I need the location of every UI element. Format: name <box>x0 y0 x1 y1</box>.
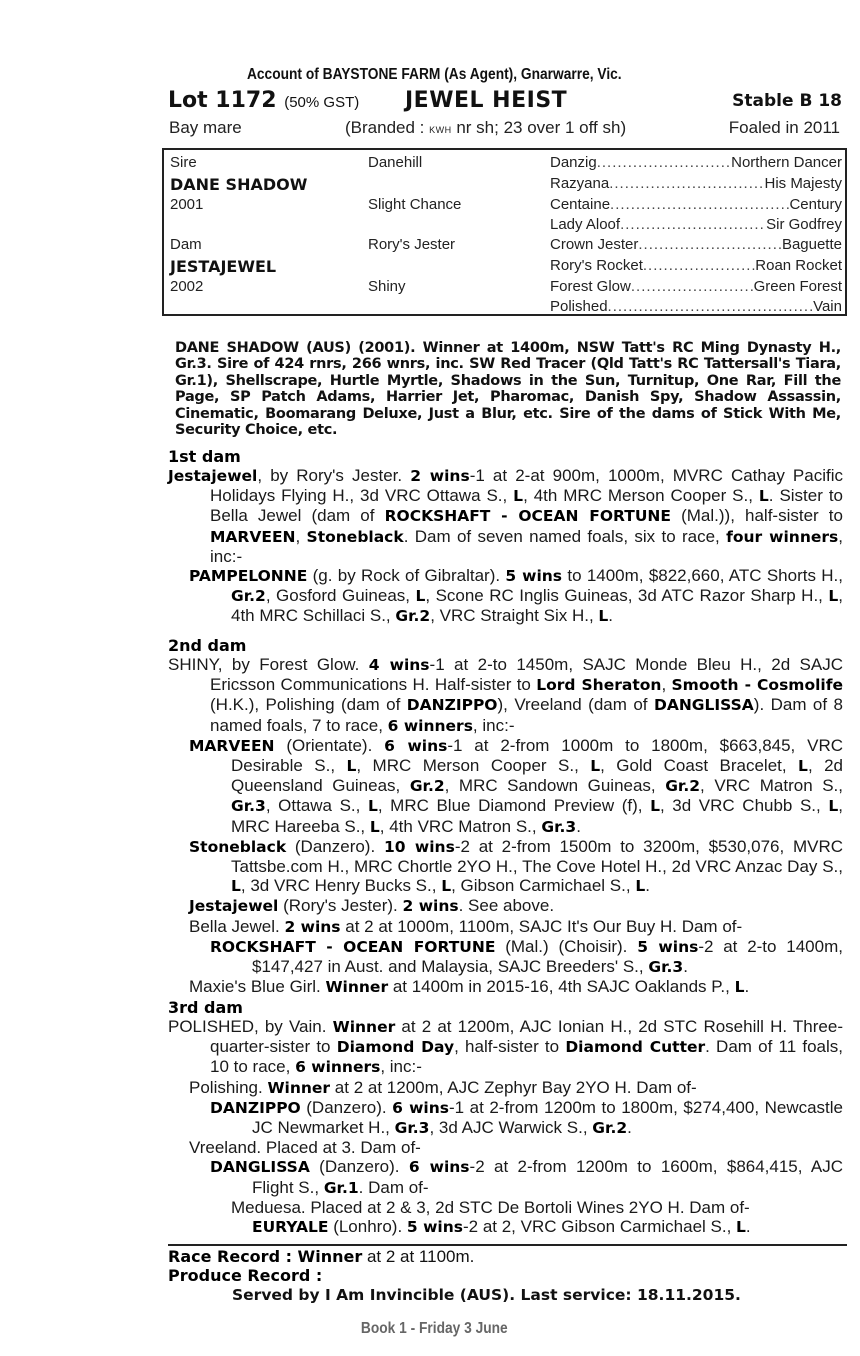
service-note: Served by I Am Invincible (AUS). Last service: 18.11.2015. <box>232 1286 741 1304</box>
divider <box>168 1244 847 1246</box>
pedigree-table <box>162 148 847 316</box>
bold-run: DANGLISSA <box>210 1158 310 1177</box>
text-run: . Dam of- <box>358 1177 429 1197</box>
bold-run: L <box>736 1218 746 1237</box>
text-run: (Danzero). <box>309 1157 409 1177</box>
text-run: Vreeland. Placed at 3. Dam of- <box>189 1138 421 1158</box>
section-heading: 2nd dam <box>168 636 247 655</box>
progeny-entry <box>168 937 843 977</box>
lot-number <box>168 88 359 113</box>
section-heading: 3rd dam <box>168 998 243 1017</box>
bold-run: DANZIPPO <box>210 1098 301 1117</box>
bold-run: Jestajewel <box>168 467 258 485</box>
bold-run: 2 wins <box>402 897 459 916</box>
bold-run: Gr.2 <box>665 777 701 796</box>
ancestor-sire: Roan Rocket <box>755 257 842 274</box>
ancestor: Polished <box>550 298 608 315</box>
bold-run: DANZIPPO <box>406 696 498 715</box>
bold-run: Gr.2 <box>395 607 431 626</box>
bold-run: Gr.3 <box>648 958 684 977</box>
race-record <box>168 1247 848 1266</box>
text-run: , VRC Straight Six H., <box>430 606 599 626</box>
gen3-row <box>550 175 842 192</box>
bold-run: ROCKSHAFT - OCEAN FORTUNE <box>384 507 671 526</box>
text-run: , Ottawa S., <box>265 796 368 816</box>
race-record-label: Race Record : Winner <box>168 1247 363 1266</box>
text-run: -1 at 2-at 900m, 1000m, MVRC Cathay Pacific Holidays Flying H., 3d VRC Ottawa S., <box>210 466 844 506</box>
dot-leader <box>610 196 789 213</box>
gst-note: (50% GST) <box>284 94 360 111</box>
dam-entry <box>168 466 843 566</box>
bold-run: L <box>415 587 426 606</box>
text-run: -1 at 2-from 1200m to 1800m, $274,400, Newcastle JC Newmarket H., <box>252 1097 843 1138</box>
third-dam-section <box>168 998 843 1237</box>
text-run: (H.K.), Polishing (dam of <box>210 695 407 715</box>
text-run: . Dam of 11 foals, 10 to race, <box>210 1037 844 1077</box>
bold-run: Jestajewel <box>189 897 279 916</box>
ancestor-sire: Baguette <box>781 236 842 253</box>
brand-suffix: nr sh; 23 over 1 off sh) <box>451 118 627 137</box>
bold-run: Gr.3 <box>231 797 266 816</box>
ancestor: Forest Glow <box>550 278 631 295</box>
text-run: . Dam of seven named foals, six to race, <box>403 526 727 546</box>
bold-run: Stoneblack <box>306 527 404 546</box>
brand-prefix: (Branded : <box>345 118 430 137</box>
bold-run: Smooth - Cosmolife <box>671 676 843 695</box>
progeny-entry <box>168 1078 843 1098</box>
dam-sire: Rory's Jester <box>368 236 456 253</box>
vendor-line: Account of BAYSTONE FARM (As Agent), Gnarwarre, Vic. <box>246 66 622 83</box>
text-run: . <box>576 816 581 836</box>
dam-dam: Shiny <box>368 278 406 295</box>
text-run: , 3d VRC Henry Bucks S., <box>240 876 442 896</box>
text-run: , Scone RC Inglis Guineas, 3d ATC Razor Sharp H., <box>425 586 829 606</box>
bold-run: PAMPELONNE <box>189 567 308 586</box>
text-run: , VRC Matron S., <box>700 776 843 796</box>
progeny-entry <box>168 1138 843 1157</box>
bold-run: MARVEEN <box>189 736 275 755</box>
text-run: Meduesa. Placed at 2 & 3, 2d STC De Bortoli Wines 2YO H. Dam of- <box>231 1197 750 1217</box>
progeny-entry <box>168 1198 843 1217</box>
text-run: -2 at 2, VRC Gibson Carmichael S., <box>462 1217 737 1237</box>
bold-run: ROCKSHAFT - OCEAN FORTUNE <box>210 937 496 956</box>
ancestor-sire: Green Forest <box>753 278 842 295</box>
records-block <box>168 1247 848 1285</box>
text-run: (Danzero). <box>300 1097 393 1117</box>
text-run: (Rory's Jester). <box>278 896 403 916</box>
text-run: . <box>683 957 688 977</box>
bold-run: 2 wins <box>284 917 341 936</box>
text-run: (Danzero). <box>286 836 384 856</box>
progeny-list <box>168 1078 843 1238</box>
bold-run: 2 wins <box>410 467 470 485</box>
bold-run: four winners <box>726 527 839 546</box>
gen3-row <box>550 154 842 171</box>
text-run: , Gold Coast Bracelet, <box>600 756 799 776</box>
bold-run: 6 wins <box>408 1158 470 1177</box>
bold-run: Gr.2 <box>409 777 445 796</box>
text-run: , 3d AJC Warwick S., <box>429 1118 593 1138</box>
progeny-entry <box>168 1098 843 1138</box>
dot-leader <box>597 154 731 171</box>
second-dam-section <box>168 636 843 997</box>
progeny-entry <box>168 566 843 627</box>
bold-run: Gr.2 <box>592 1119 628 1138</box>
ancestor-sire: Sir Godfrey <box>766 216 842 233</box>
text-run: . <box>627 1118 632 1138</box>
progeny-entry <box>168 1217 843 1237</box>
text-run: , Gibson Carmichael S., <box>451 876 636 896</box>
sire-name: DANE SHADOW <box>170 175 308 194</box>
gen3-row <box>550 257 842 274</box>
text-run: , MRC Sandown Guineas, <box>444 776 666 796</box>
ancestor: Lady Aloof <box>550 216 621 233</box>
stable-location: Stable B 18 <box>732 91 842 111</box>
bold-run: Gr.3 <box>541 817 577 836</box>
bold-run: Winner <box>325 978 389 997</box>
bold-run: Lord Sheraton <box>536 676 662 695</box>
bold-run: Winner <box>267 1078 331 1097</box>
ancestor-sire: Century <box>789 196 842 213</box>
ancestor-sire: Vain <box>813 298 842 315</box>
bold-run: EURYALE <box>252 1218 329 1237</box>
gen3-row <box>550 298 842 315</box>
ancestor: Centaine <box>550 196 611 213</box>
ancestor: Crown Jester <box>550 236 639 253</box>
text-run: (Orientate). <box>274 735 385 755</box>
progeny-list <box>168 736 843 998</box>
bold-run: 6 winners <box>295 1058 381 1077</box>
text-run: -2 at 2-from 1200m to 1600m, $864,415, AJC Flight S., <box>252 1157 844 1197</box>
bold-run: L <box>513 487 524 506</box>
bold-run: L <box>590 757 601 776</box>
text-run: , 2d Queensland Guineas, <box>231 756 844 796</box>
sire-year: 2001 <box>170 196 204 213</box>
bold-run: L <box>758 487 769 506</box>
text-run: , 4th MRC Schillaci S., <box>231 586 843 626</box>
dot-leader <box>620 216 766 233</box>
text-run: , half-sister to <box>454 1037 566 1057</box>
text-run: , by Rory's Jester. <box>257 466 411 485</box>
dam-year: 2002 <box>170 278 204 295</box>
bold-run: 6 wins <box>384 736 448 755</box>
progeny-entry <box>168 917 843 937</box>
text-run: Polishing. <box>189 1077 268 1097</box>
text-run: at 2 at 1200m, AJC Ionian H., 2d STC Rosehill H. Three-quarter-sister to <box>210 1017 843 1057</box>
text-run: , inc:- <box>380 1057 422 1077</box>
bold-run: 5 wins <box>505 567 563 586</box>
bold-run: 5 wins <box>637 937 699 956</box>
bold-run: DANGLISSA <box>653 696 754 715</box>
text-run: , MRC Merson Cooper S., <box>356 756 591 776</box>
text-run: . <box>608 606 614 626</box>
bold-run: Gr.1 <box>323 1178 359 1197</box>
section-heading: 1st dam <box>168 447 241 466</box>
text-run: POLISHED, by Vain. <box>168 1017 333 1036</box>
text-run: ), Vreeland (dam of <box>497 695 654 715</box>
text-run: (Lonhro). <box>328 1217 407 1237</box>
produce-record-label: Produce Record : <box>168 1266 323 1285</box>
text-run: at 2 at 1200m, AJC Zephyr Bay 2YO H. Dam of- <box>330 1077 697 1097</box>
progeny-entry <box>168 736 843 837</box>
text-run: , 4th VRC Matron S., <box>379 816 542 836</box>
gen3-row <box>550 216 842 233</box>
sire-dam: Slight Chance <box>368 196 462 213</box>
brand-info <box>345 118 626 138</box>
text-run: SHINY, by Forest Glow. <box>168 655 369 674</box>
bold-run: L <box>346 757 357 776</box>
sire-summary: DANE SHADOW (AUS) (2001). Winner at 1400m, NSW Tatt's RC Ming Dynasty H., Gr.3. Sire of 424 rnrs, 266 wnrs, inc. SW Red Tracer (Qld Tatt's RC Tattersall's Tiara, Gr.1), Shellscrape, Hurtle Myrtle, Shadows in the Sun, Turnitup, One Rar, Fill the Page, SP Patch Adams, Harrier Jet, Pharomac, Danish Spy, Shadow Assassin, Cinematic, Boomarang Deluxe, Just a Blur, etc. Sire of the dams of Stick With Me, Security Choice, etc. <box>175 339 841 438</box>
text-run: to 1400m, $822,660, ATC Shorts H., <box>562 566 843 586</box>
page-footer: Book 1 - Friday 3 June <box>360 1320 508 1337</box>
ancestor: Danzig <box>550 154 597 171</box>
bold-run: L <box>441 877 452 896</box>
text-run: (g. by Rock of Gibraltar). <box>307 566 506 586</box>
gen3-row <box>550 196 842 213</box>
bold-run: 6 wins <box>392 1098 449 1117</box>
bold-run: 10 wins <box>383 837 455 856</box>
first-dam-section <box>168 447 843 627</box>
dam-label: Dam <box>170 236 202 253</box>
progeny-entry <box>168 896 843 916</box>
text-run: -1 at 2-to 1450m, SAJC Monde Bleu H., 2d SAJC Ericsson Communications H. Half-sister to <box>210 655 844 695</box>
bold-run: Diamond Cutter <box>565 1038 706 1057</box>
foaled-year: Foaled in 2011 <box>728 118 840 137</box>
bold-run: Stoneblack <box>189 837 287 856</box>
text-run: at 2 at 1000m, 1100m, SAJC It's Our Buy H. Dam of- <box>340 916 743 936</box>
horse-name: JEWEL HEIST <box>405 88 568 113</box>
text-run: , <box>295 526 307 546</box>
dam-entry <box>168 655 843 736</box>
ancestor-sire: His Majesty <box>764 175 842 192</box>
text-run: , MRC Blue Diamond Preview (f), <box>377 796 651 816</box>
text-run: . See above. <box>458 896 555 916</box>
text-run: ). Dam of 8 named foals, 7 to race, <box>210 695 843 735</box>
text-run: , Gosford Guineas, <box>265 586 416 606</box>
bold-run: Diamond Day <box>336 1038 455 1057</box>
bold-run: Gr.3 <box>394 1119 430 1138</box>
race-record-value: at 2 at 1100m. <box>362 1247 475 1266</box>
bold-run: L <box>367 797 378 816</box>
ancestor: Rory's Rocket <box>550 257 643 274</box>
gen3-row <box>550 278 842 295</box>
bold-run: L <box>798 757 808 776</box>
text-run: . <box>745 1217 751 1237</box>
text-run: , inc:- <box>472 715 515 735</box>
bold-run: 4 wins <box>368 656 430 674</box>
sire-sire: Danehill <box>368 154 423 171</box>
bold-run: L <box>369 817 380 836</box>
text-run: . Sister to Bella Jewel (dam of <box>210 486 843 526</box>
text-run: (Mal.) (Choisir). <box>495 936 638 956</box>
bold-run: Gr.2 <box>231 587 266 606</box>
text-run: -1 at 2-from 1000m to 1800m, $663,845, VRC Desirable S., <box>231 735 844 776</box>
dot-leader <box>631 278 754 295</box>
dot-leader <box>608 298 814 315</box>
dot-leader <box>609 175 764 192</box>
text-run: Maxie's Blue Girl. <box>189 977 326 997</box>
text-run: , MRC Hareeba S., <box>231 796 843 836</box>
text-run: , inc:- <box>210 526 843 566</box>
bold-run: L <box>231 877 241 896</box>
lot-label: Lot 1172 <box>168 88 277 113</box>
text-run: , 3d VRC Chubb S., <box>660 796 829 816</box>
gen3-row <box>550 236 842 253</box>
bold-run: L <box>828 797 839 816</box>
bold-run: L <box>635 877 646 896</box>
bold-run: Winner <box>332 1018 396 1036</box>
text-run: . <box>645 876 650 896</box>
lot-header <box>168 88 842 118</box>
sire-label: Sire <box>170 154 197 171</box>
text-run: , 4th MRC Merson Cooper S., <box>523 486 759 506</box>
text-run: at 1400m in 2015-16, 4th SAJC Oaklands P., <box>388 977 735 997</box>
text-run: -2 at 2-from 1500m to 3200m, $530,076, MVRC Tattsbe.com H., MRC Chortle 2YO H., The Cove Hotel H., 2d VRC Anzac Day S., <box>231 836 844 877</box>
ancestor-sire: Northern Dancer <box>731 154 842 171</box>
bold-run: 6 winners <box>387 716 473 735</box>
bold-run: MARVEEN <box>210 527 296 546</box>
text-run: . <box>744 977 750 997</box>
bold-run: L <box>650 797 660 816</box>
bold-run: 5 wins <box>406 1218 463 1237</box>
text-run: Bella Jewel. <box>189 916 285 936</box>
brand-mark-icon: KWH <box>429 125 452 135</box>
dam-entry <box>168 1017 843 1078</box>
bold-run: L <box>828 587 839 606</box>
sex-colour: Bay mare <box>169 118 242 137</box>
progeny-entry <box>168 837 843 897</box>
dot-leader <box>643 257 755 274</box>
dot-leader <box>638 236 782 253</box>
ancestor: Razyana <box>550 175 610 192</box>
bold-run: L <box>734 978 745 997</box>
progeny-entry <box>168 977 843 997</box>
bold-run: L <box>598 607 609 626</box>
horse-details <box>168 118 842 140</box>
text-run: -2 at 2-to 1400m, $147,427 in Aust. and Malaysia, SAJC Breeders' S., <box>252 936 843 977</box>
text-run: (Mal.)), half-sister to <box>670 506 843 526</box>
progeny-entry <box>168 1157 843 1197</box>
dam-name: JESTAJEWEL <box>170 257 277 276</box>
text-run: , <box>661 675 672 695</box>
